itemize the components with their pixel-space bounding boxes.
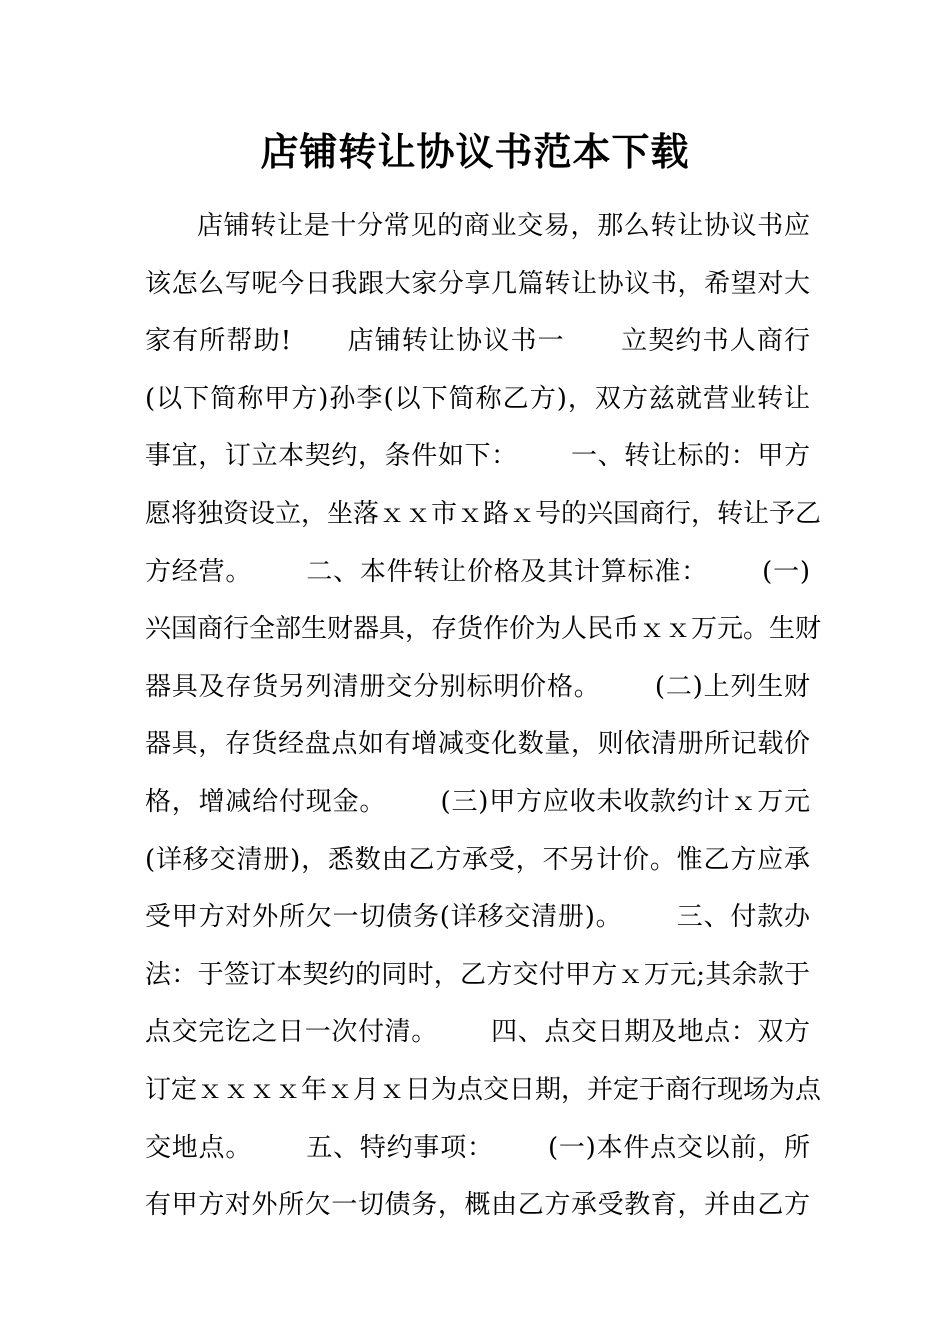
document-body [145, 198, 822, 1235]
body-line: 店铺转让是十分常见的商业交易，那么转让协议书应 [197, 211, 810, 241]
body-line: (以下简称甲方)孙李(以下简称乙方)，双方兹就营业转让 [145, 383, 810, 414]
body-line: 方经营。 二、本件转让价格及其计算标准： (一) [145, 556, 810, 587]
body-line: 器具，存货经盘点如有增减变化数量，则依清册所记载价 [145, 729, 810, 760]
document-title: 店铺转让协议书范本下载 [260, 129, 690, 174]
body-line: 受甲方对外所欠一切债务(详移交清册)。 三、付款办 [145, 902, 810, 933]
body-line: 兴国商行全部生财器具，存货作价为人民币ｘｘ万元。生财 [145, 614, 822, 645]
body-line: 家有所帮助! 店铺转让协议书一 立契约书人商行 [145, 326, 810, 357]
body-line: 愿将独资设立，坐落ｘｘ市ｘ路ｘ号的兴国商行，转让予乙 [145, 498, 822, 529]
body-line: 有甲方对外所欠一切债务，概由乙方承受教育，并由乙方 [145, 1190, 810, 1221]
body-line: 法：于签订本契约的同时，乙方交付甲方ｘ万元;其余款于 [145, 959, 810, 990]
body-line: (详移交清册)，悉数由乙方承受，不另计价。惟乙方应承 [145, 844, 810, 875]
body-line: 格，增减给付现金。 (三)甲方应收未收款约计ｘ万元 [145, 786, 810, 817]
body-line: 该怎么写呢今日我跟大家分享几篇转让协议书，希望对大 [145, 268, 810, 299]
body-line: 订定ｘｘｘｘ年ｘ月ｘ日为点交日期，并定于商行现场为点 [145, 1074, 822, 1105]
body-line: 点交完讫之日一次付清。 四、点交日期及地点：双方 [145, 1017, 810, 1048]
body-line: 事宜，订立本契约，条件如下： 一、转让标的：甲方 [145, 441, 810, 472]
body-line: 器具及存货另列清册交分别标明价格。 (二)上列生财 [145, 671, 810, 702]
body-line: 交地点。 五、特约事项： (一)本件点交以前，所 [145, 1132, 810, 1163]
